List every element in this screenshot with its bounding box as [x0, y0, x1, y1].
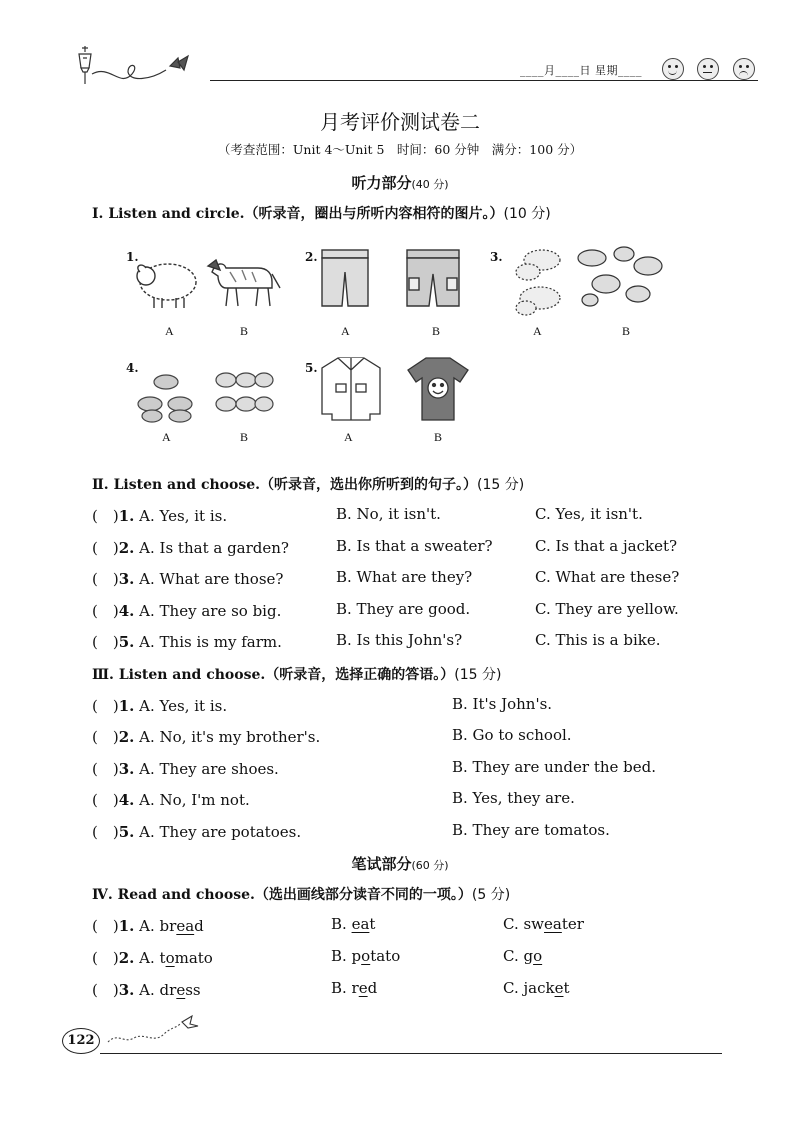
s4-q2-a-underline: o: [165, 949, 175, 967]
s3-q2-option-b: B. Go to school.: [452, 726, 572, 744]
neutral-face-icon: [697, 58, 719, 80]
s2-q4-option-c: C. They are yellow.: [535, 600, 679, 618]
s2-q3-option-c: C. What are these?: [535, 568, 680, 586]
s3-q1-paren-num[interactable]: [92, 695, 227, 716]
picture-item-5-number: 5.: [305, 361, 318, 375]
s2-q3-option-b: B. What are they?: [336, 568, 473, 586]
answer-paren[interactable]: ( ): [92, 823, 119, 841]
page-subtitle: （考查范围：Unit 4～Unit 5 时间：60 分钟 满分：100 分）: [217, 142, 583, 157]
picture-1-label-b: B: [240, 324, 249, 338]
s3-q3-option-b: B. They are under the bed.: [452, 758, 657, 776]
s2-q3-option-a: A. What are those?: [139, 570, 284, 588]
section-4-score: (5 分): [471, 887, 511, 903]
section-1-roman: Ⅰ.: [92, 206, 104, 222]
picture-1-label-a: A: [165, 324, 174, 338]
picture-item-3-number: 3.: [490, 250, 503, 264]
s2-q5-option-b: B. Is this John's?: [336, 631, 463, 649]
answer-paren[interactable]: ( ): [92, 728, 119, 746]
s2-q1-paren-num[interactable]: [92, 505, 227, 526]
horse-picture[interactable]: [202, 254, 282, 310]
picture-item-1-number: 1.: [126, 250, 139, 264]
s4-q1-a-pre: A. br: [139, 917, 177, 935]
tomatoes-picture[interactable]: [214, 370, 274, 424]
answer-paren[interactable]: ( ): [92, 981, 119, 999]
s4-q3-a-pre: A. dr: [139, 981, 177, 999]
s2-q4-paren-num[interactable]: [92, 600, 281, 621]
s4-q3-number: 3.: [118, 981, 135, 999]
s4-q1-option-c: [503, 915, 584, 933]
section-3-roman: Ⅲ.: [92, 667, 114, 683]
s2-q2-paren-num[interactable]: [92, 537, 289, 558]
section-4-title: [92, 884, 510, 904]
s4-q2-b-underline: o: [361, 947, 371, 965]
s4-q2-a-pre: A. t: [139, 949, 166, 967]
section-4-roman: Ⅳ.: [92, 887, 113, 903]
s4-q2-c-underline: o: [533, 947, 543, 965]
s2-q2-option-c: C. Is that a jacket?: [535, 537, 678, 555]
s4-q3-b-post: d: [367, 979, 378, 997]
answer-paren[interactable]: ( ): [92, 791, 119, 809]
date-line: ____月____日 星期____: [520, 64, 642, 77]
picture-2-label-a: A: [341, 324, 350, 338]
section-4-title-cn: （选出画线部分读音不同的一项。）: [254, 887, 472, 903]
listening-points: (40 分): [411, 178, 449, 191]
listening-heading: [0, 172, 800, 193]
answer-paren[interactable]: ( ): [92, 539, 119, 557]
answer-paren[interactable]: ( ): [92, 602, 119, 620]
section-2-title: [92, 474, 524, 494]
s4-q2-b-pre: B. p: [331, 947, 362, 965]
section-3-title: [92, 664, 501, 684]
s2-q5-number: 5.: [118, 633, 135, 651]
tshirt-picture[interactable]: [406, 356, 470, 422]
s4-q1-number: 1.: [118, 917, 135, 935]
s2-q2-option-a: A. Is that a garden?: [139, 539, 289, 557]
s3-q2-paren-num[interactable]: [92, 726, 320, 747]
frown-face-icon: [733, 58, 755, 80]
footer-bird-decoration: [104, 1008, 204, 1048]
s3-q5-number: 5.: [118, 823, 135, 841]
page-number: 122: [62, 1028, 100, 1054]
s3-q1-number: 1.: [118, 697, 135, 715]
s2-q5-option-a: A. This is my farm.: [139, 633, 282, 651]
s4-q3-option-b: [331, 979, 377, 997]
picture-5-label-b: B: [434, 430, 443, 444]
s4-q1-option-b: [331, 915, 375, 933]
s4-q1-a-post: d: [194, 917, 204, 935]
answer-paren[interactable]: ( ): [92, 570, 119, 588]
section-3-title-en: Listen and choose.: [118, 667, 266, 683]
s4-q1-b-underline: ea: [351, 915, 370, 933]
s3-q3-option-a: A. They are shoes.: [139, 760, 279, 778]
s4-q2-paren-num[interactable]: [92, 947, 213, 968]
s3-q4-option-b: B. Yes, they are.: [452, 789, 575, 807]
writing-points: (60 分): [411, 859, 449, 872]
s2-q4-option-a: A. They are so big.: [139, 602, 282, 620]
s4-q3-paren-num[interactable]: [92, 979, 201, 1000]
s4-q1-paren-num[interactable]: [92, 915, 204, 936]
answer-paren[interactable]: ( ): [92, 697, 119, 715]
s2-q1-number: 1.: [118, 507, 135, 525]
s4-q1-c-post: ter: [561, 915, 584, 933]
sheep-group-picture[interactable]: [512, 246, 568, 318]
s3-q3-number: 3.: [118, 760, 135, 778]
s2-q3-paren-num[interactable]: [92, 568, 283, 589]
listening-heading-text: 听力部分: [351, 174, 412, 192]
s3-q3-paren-num[interactable]: [92, 758, 279, 779]
section-1-title-en: Listen and circle.: [108, 206, 245, 222]
s2-q1-option-a: A. Yes, it is.: [139, 507, 228, 525]
s4-q2-b-post: tato: [370, 947, 401, 965]
s4-q3-c-pre: C. jack: [503, 979, 555, 997]
s4-q3-c-underline: e: [554, 979, 564, 997]
s3-q1-option-b: B. It's John's.: [452, 695, 553, 713]
s4-q3-option-c: [503, 979, 569, 997]
s2-q3-number: 3.: [118, 570, 135, 588]
s4-q3-b-pre: B. r: [331, 979, 359, 997]
answer-paren[interactable]: ( ): [92, 507, 119, 525]
section-4-title-en: Read and choose.: [117, 887, 255, 903]
header-lamp-decoration: [70, 44, 220, 88]
s4-q3-c-post: t: [563, 979, 570, 997]
s4-q1-c-pre: C. sw: [503, 915, 545, 933]
s2-q1-option-b: B. No, it isn't.: [336, 505, 441, 523]
s2-q1-option-c: C. Yes, it isn't.: [535, 505, 643, 523]
picture-2-label-b: B: [432, 324, 441, 338]
potatoes-picture[interactable]: [136, 370, 196, 424]
answer-paren[interactable]: ( ): [92, 949, 119, 967]
picture-item-4-number: 4.: [126, 361, 139, 375]
s3-q4-paren-num[interactable]: [92, 789, 250, 810]
s4-q1-b-post: t: [369, 915, 376, 933]
shorts-picture[interactable]: [320, 248, 370, 310]
s4-q1-c-underline: ea: [544, 915, 562, 933]
section-1-score: (10 分): [503, 206, 551, 222]
s2-q5-option-c: C. This is a bike.: [535, 631, 661, 649]
picture-3-label-b: B: [622, 324, 631, 338]
section-1-title: [92, 203, 551, 223]
s3-q2-option-a: A. No, it's my brother's.: [139, 728, 321, 746]
section-2-roman: Ⅱ.: [92, 477, 109, 493]
section-2-title-cn: （听录音，选出你所听到的句子。）: [260, 477, 477, 493]
jacket-picture[interactable]: [318, 354, 384, 424]
writing-heading: [0, 853, 800, 874]
s2-q2-option-b: B. Is that a sweater?: [336, 537, 493, 555]
header-rule: [210, 80, 758, 81]
picture-5-label-a: A: [344, 430, 353, 444]
picture-4-label-a: A: [162, 430, 171, 444]
cargo-shorts-picture[interactable]: [405, 248, 461, 310]
s3-q4-number: 4.: [118, 791, 135, 809]
section-2-score: (15 分): [477, 477, 525, 493]
sheep-picture[interactable]: [132, 254, 204, 310]
picture-3-label-a: A: [533, 324, 542, 338]
s3-q5-option-b: B. They are tomatos.: [452, 821, 610, 839]
s4-q1-b-pre: B.: [331, 915, 352, 933]
section-2-title-en: Listen and choose.: [113, 477, 260, 493]
s2-q5-paren-num[interactable]: [92, 631, 282, 652]
s3-q4-option-a: A. No, I'm not.: [139, 791, 250, 809]
s3-q5-option-a: A. They are potatoes.: [139, 823, 302, 841]
picture-4-label-b: B: [240, 430, 249, 444]
s2-q2-number: 2.: [118, 539, 135, 557]
section-3-score: (15 分): [454, 667, 502, 683]
s4-q2-option-b: [331, 947, 400, 965]
s4-q2-c-pre: C. g: [503, 947, 534, 965]
answer-paren[interactable]: ( ): [92, 917, 119, 935]
s4-q1-a-underline: ea: [176, 917, 195, 935]
footer-rule: [100, 1053, 722, 1054]
section-1-title-cn: （听录音，圈出与所听内容相符的图片。）: [244, 206, 504, 222]
s2-q4-number: 4.: [118, 602, 135, 620]
s4-q2-option-c: [503, 947, 542, 965]
section-3-title-cn: （听录音，选择正确的答语。）: [265, 667, 455, 683]
s4-q2-a-post: mato: [174, 949, 213, 967]
smile-face-icon: [662, 58, 684, 80]
writing-heading-text: 笔试部分: [351, 855, 412, 873]
answer-paren[interactable]: ( ): [92, 633, 119, 651]
s3-q1-option-a: A. Yes, it is.: [139, 697, 228, 715]
s3-q2-number: 2.: [118, 728, 135, 746]
page-title: 月考评价测试卷二: [320, 110, 480, 134]
s4-q3-b-underline: e: [358, 979, 368, 997]
s4-q3-a-underline: e: [176, 981, 186, 999]
picture-item-2-number: 2.: [305, 250, 318, 264]
answer-paren[interactable]: ( ): [92, 760, 119, 778]
animals-group-picture[interactable]: [576, 244, 666, 308]
s4-q2-number: 2.: [118, 949, 135, 967]
s4-q3-a-post: ss: [185, 981, 201, 999]
s2-q4-option-b: B. They are good.: [336, 600, 471, 618]
s3-q5-paren-num[interactable]: [92, 821, 301, 842]
